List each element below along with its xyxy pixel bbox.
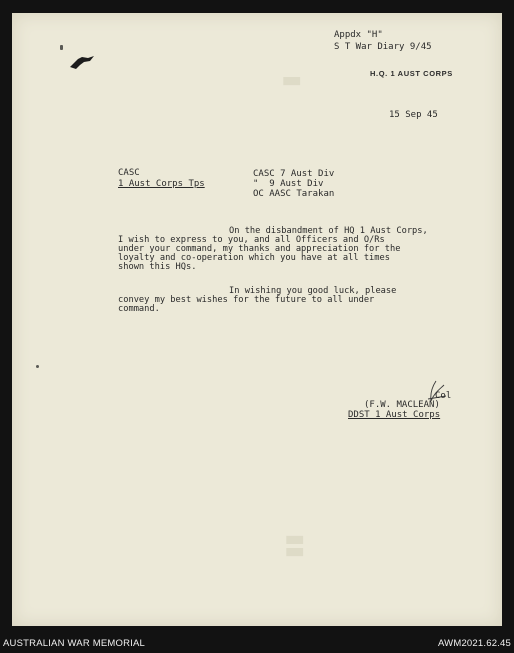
signatory-name: (F.W. MACLEAN) [364, 400, 440, 410]
paragraph-2-line-1: In wishing you good luck, please [229, 286, 397, 296]
paragraph-1-line-1: On the disbandment of HQ 1 Aust Corps, [229, 226, 428, 236]
footer-accession-number: AWM2021.62.45 [437, 638, 511, 649]
to-line-3: OC AASC Tarakan [253, 189, 335, 199]
paragraph-2-line-3: command. [118, 304, 160, 314]
hq-stamp: H.Q. 1 AUST CORPS [370, 69, 453, 78]
from-line-1: CASC [118, 168, 140, 178]
watermark-lower: ▮▮ [284, 533, 310, 559]
document-date: 15 Sep 45 [389, 110, 438, 120]
from-line-2: 1 Aust Corps Tps [118, 179, 205, 189]
signatory-rank: Col [435, 391, 452, 401]
war-diary-label: S T War Diary 9/45 [334, 42, 432, 52]
clip-tear-icon [68, 53, 98, 73]
to-line-2: " 9 Aust Div [253, 179, 324, 189]
punch-mark [60, 45, 63, 50]
to-line-1: CASC 7 Aust Div [253, 169, 335, 179]
signatory-title: DDST 1 Aust Corps [348, 410, 441, 420]
watermark-upper: ▮ [281, 74, 307, 88]
document-page [12, 13, 502, 626]
appendix-label: Appdx "H" [334, 30, 383, 40]
stray-dot [36, 365, 39, 368]
paragraph-1-line-3: under your command, my thanks and appreciation for the [118, 244, 401, 254]
paragraph-2-line-2: convey my best wishes for the future to all under [118, 295, 375, 305]
paragraph-1-line-4: loyalty and co-operation which you have at all times [118, 253, 390, 263]
paragraph-1-line-2: I wish to express to you, and all Officers and O/Rs [118, 235, 385, 245]
paragraph-1-line-5: shown this HQs. [118, 262, 197, 272]
footer-institution: AUSTRALIAN WAR MEMORIAL [3, 638, 146, 649]
